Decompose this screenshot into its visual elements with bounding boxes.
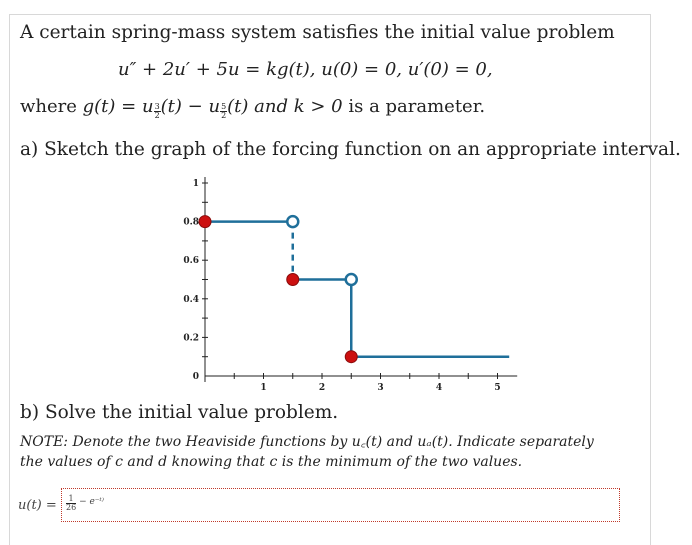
closed-endpoint xyxy=(287,274,299,286)
closed-endpoint xyxy=(345,351,357,363)
part-a-prompt: a) Sketch the graph of the forcing function on an appropriate interval. xyxy=(20,139,681,160)
x-tick-label: 2 xyxy=(318,383,326,393)
x-tick-label: 4 xyxy=(435,383,443,393)
where-prefix: where xyxy=(20,96,83,117)
open-endpoint xyxy=(346,274,357,285)
answer-value xyxy=(66,495,104,512)
ivp-equation: u″ + 2u′ + 5u = kg(t), u(0) = 0, u′(0) = 0, xyxy=(118,59,493,80)
subscript-five-halves: $\frac{5}{2}$ xyxy=(221,102,227,120)
y-tick-label: 0.4 xyxy=(183,294,199,305)
forcing-definition xyxy=(20,96,485,120)
answer-input[interactable] xyxy=(61,488,620,522)
where-end: (t) and xyxy=(227,96,294,117)
problem-intro: A certain spring-mass system satisfies the initial value problem xyxy=(20,22,615,43)
answer-fraction: $\frac{1}{26}$ xyxy=(66,494,77,512)
note-line-2: the values of c and d knowing that c is the minimum of the two values. xyxy=(20,454,523,470)
where-tail: is a parameter. xyxy=(342,96,486,117)
where-g: g(t) = u xyxy=(82,96,154,117)
subscript-three-halves: $\frac{3}{2}$ xyxy=(154,102,160,120)
y-tick-label: 0.2 xyxy=(183,333,199,344)
x-tick-label: 1 xyxy=(260,383,267,393)
x-tick-label: 5 xyxy=(494,383,501,393)
where-mid: (t) − u xyxy=(160,96,221,117)
forcing-function-chart xyxy=(165,170,525,400)
where-k: k > 0 xyxy=(293,96,343,117)
closed-endpoint xyxy=(199,216,211,228)
answer-label: u(t) = xyxy=(18,498,57,513)
y-tick-label: 0.6 xyxy=(183,256,199,267)
x-tick-label: 3 xyxy=(377,383,384,393)
y-tick-label: 0 xyxy=(192,372,199,382)
y-tick-label: 0.8 xyxy=(183,217,199,228)
y-tick-label: 1 xyxy=(192,179,199,189)
open-endpoint xyxy=(287,216,298,227)
part-b-prompt: b) Solve the initial value problem. xyxy=(20,402,339,423)
note-line-1: NOTE: Denote the two Heaviside functions by u꜀(t) and uₐ(t). Indicate separately xyxy=(20,434,594,450)
answer-tail: − e⁻ᵗ⁾ xyxy=(79,497,104,507)
